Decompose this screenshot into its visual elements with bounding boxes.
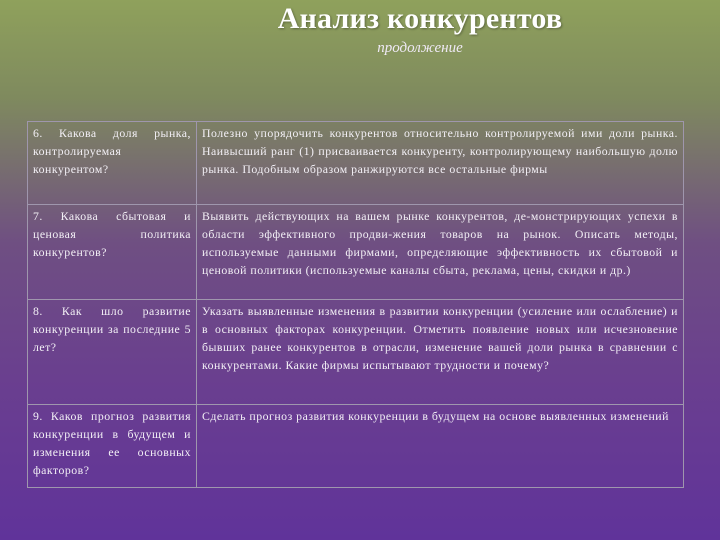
table-row: [28, 205, 684, 300]
question-cell: 6. Какова доля рынка, контролируемая конкурентом?: [28, 122, 197, 205]
table-row: [28, 300, 684, 405]
question-cell: 8. Как шло развитие конкуренции за последние 5 лет?: [28, 300, 197, 405]
question-cell: 9. Каков прогноз развития конкуренции в будущем и изменения ее основных факторов?: [28, 405, 197, 488]
competitor-analysis-table: [27, 121, 684, 488]
slide-subtitle: продолжение: [377, 40, 463, 56]
answer-cell: Указать выявленные изменения в развитии конкуренции (усиление или ослабление) и в основных факторах конкуренции. Отметить появление новых или исчезновение бывших ранее конкурентов в отрасли, изменение вашей доли рынка в сравнении с конкурентами. Какие фирмы испытывают трудности и почему?: [197, 300, 684, 405]
table-row: [28, 122, 684, 205]
table-row: [28, 405, 684, 488]
answer-cell: Полезно упорядочить конкурентов относительно контролируемой ими доли рынка. Наивысший ранг (1) присваивается конкуренту, контролирующему наибольшую долю рынка. Подобным образом ранжируются все остальные фирмы: [197, 122, 684, 205]
question-cell: 7. Какова сбытовая и ценовая политика конкурентов?: [28, 205, 197, 300]
answer-cell: Выявить действующих на вашем рынке конкурентов, де-монстрирующих успехи в области эффективного продви-жения товаров на рынок. Описать методы, используемые данными фирмами, определяющие эффективность их сбытовой и ценовой политики (используемые каналы сбыта, реклама, цены, скидки и др.): [197, 205, 684, 300]
answer-cell: Сделать прогноз развития конкуренции в будущем на основе выявленных изменений: [197, 405, 684, 488]
slide-title: Анализ конкурентов: [277, 2, 563, 35]
